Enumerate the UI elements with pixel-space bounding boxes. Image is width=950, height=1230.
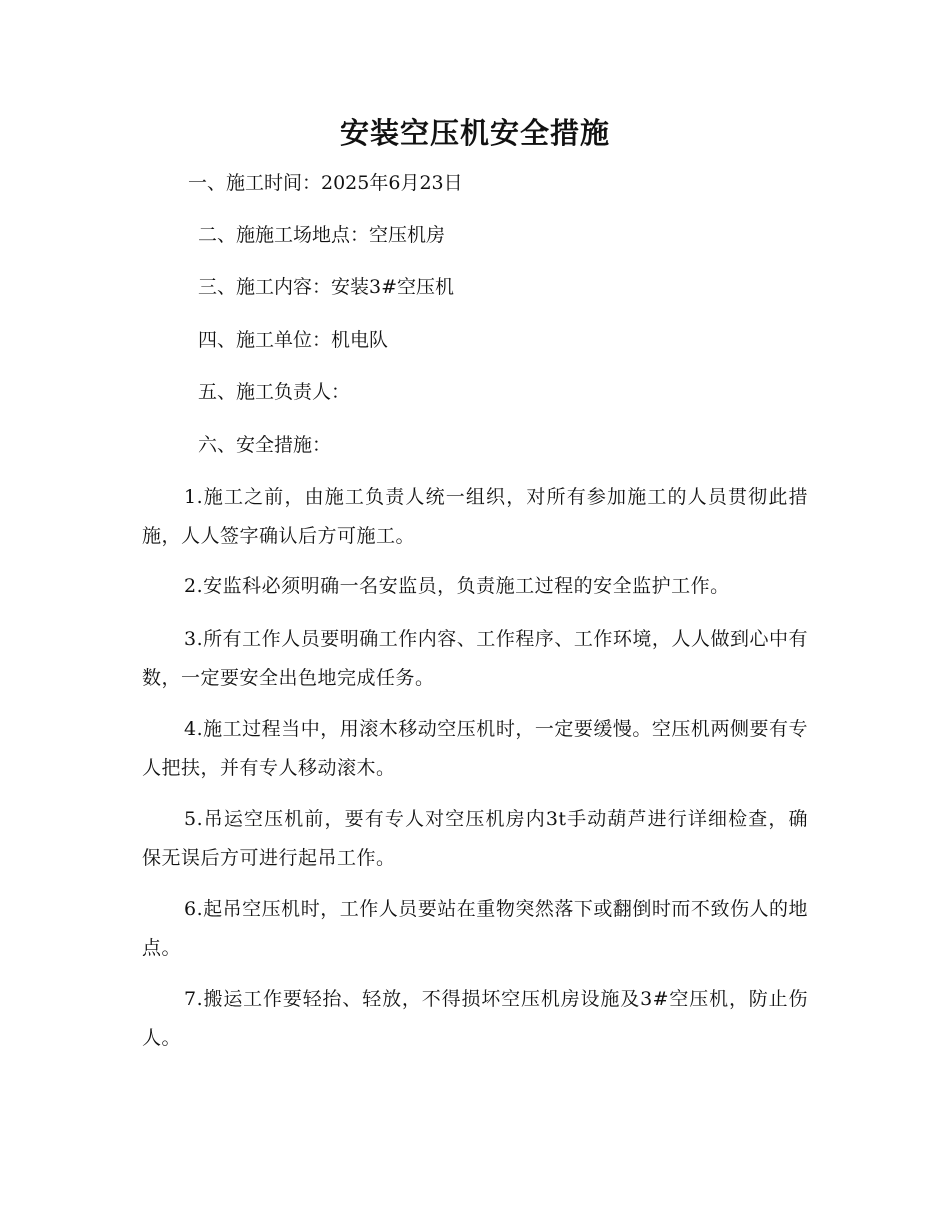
measure-item-1: 1.施工之前，由施工负责人统一组织，对所有参加施工的人员贯彻此措施，人人签字确认后方可施工。 xyxy=(142,486,808,547)
field-construction-time: 一、施工时间：2025年6月23日 xyxy=(188,172,463,194)
measure-item-6: 6.起吊空压机时，工作人员要站在重物突然落下或翻倒时而不致伤人的地点。 xyxy=(142,898,808,959)
field-construction-unit: 四、施工单位：机电队 xyxy=(198,329,389,351)
field-construction-site: 二、施施工场地点：空压机房 xyxy=(198,224,446,246)
measure-item-4: 4.施工过程当中，用滚木移动空压机时，一定要缓慢。空压机两侧要有专人把扶，并有专人移动滚木。 xyxy=(142,718,808,779)
field-safety-measures-heading: 六、安全措施： xyxy=(198,434,332,456)
measure-item-2: 2.安监科必须明确一名安监员，负责施工过程的安全监护工作。 xyxy=(184,575,730,597)
field-person-in-charge: 五、施工负责人： xyxy=(198,381,351,403)
measure-item-7: 7.搬运工作要轻抬、轻放，不得损坏空压机房设施及3#空压机，防止伤人。 xyxy=(142,988,808,1049)
field-construction-content: 三、施工内容：安装3#空压机 xyxy=(198,276,455,298)
measure-item-3: 3.所有工作人员要明确工作内容、工作程序、工作环境，人人做到心中有数，一定要安全出色地完成任务。 xyxy=(142,628,808,689)
document-title: 安装空压机安全措施 xyxy=(339,116,610,150)
measure-item-5: 5.吊运空压机前，要有专人对空压机房内3t手动葫芦进行详细检查，确保无误后方可进行起吊工作。 xyxy=(142,808,808,869)
